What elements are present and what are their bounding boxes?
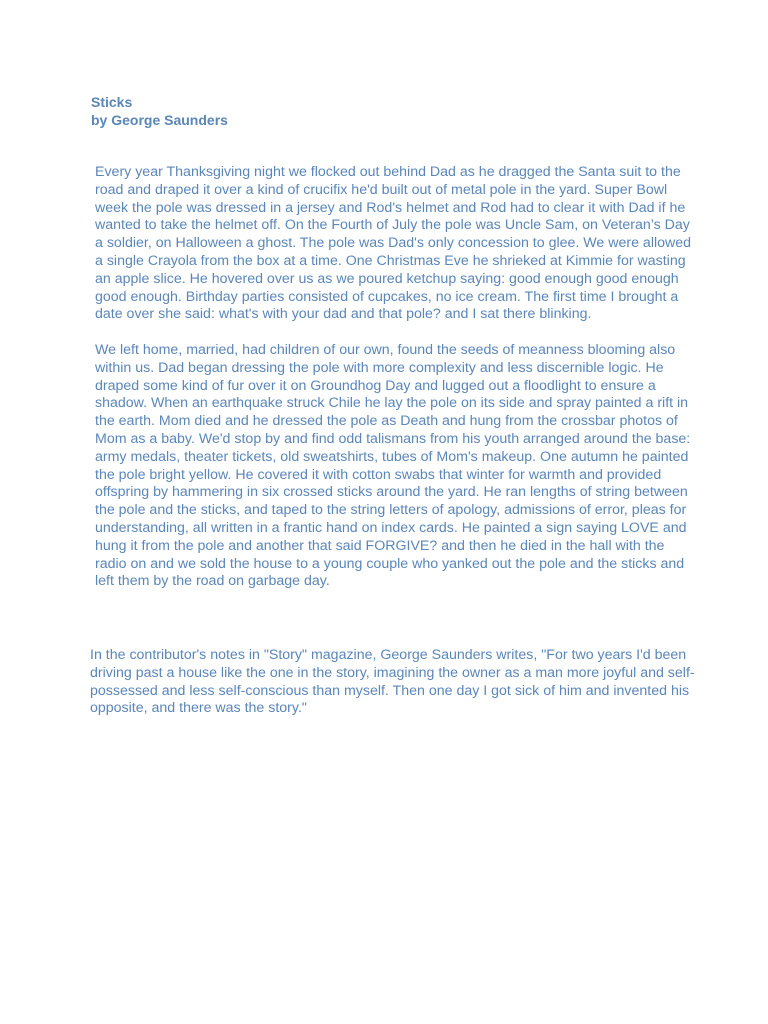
title-block — [91, 93, 228, 129]
document-byline: by George Saunders — [91, 112, 228, 128]
story-paragraph: Every year Thanksgiving night we flocked out behind Dad as he dragged the Santa suit to the road and draped it over a kind of crucifix he'd built out of metal pole in the yard. Super Bowl week the pole was dressed in a jersey and Rod's helmet and Rod had to clear it with Dad if he wanted to take the helmet off. On the Fourth of July the pole was Uncle Sam, on Veteran’s Day a soldier, on Halloween a ghost. The pole was Dad's only concession to glee. We were allowed a single Crayola from the box at a time. One Christmas Eve he shrieked at Kimmie for wasting an apple slice. He hovered over us as we poured ketchup saying: good enough good enough good enough. Birthday parties consisted of cupcakes, no ice cream. The first time I brought a date over she said: what's with your dad and that pole? and I sat there blinking. — [95, 164, 692, 323]
contributor-note — [90, 647, 700, 718]
story-body — [95, 164, 695, 609]
contributor-note-text: In the contributor's notes in "Story" magazine, George Saunders writes, "For two years I'd been driving past a house like the one in the story, imagining the owner as a man more joyful and self-possessed and less self-conscious than myself. Then one day I got sick of him and invented his opposite, and there was the story." — [90, 647, 695, 717]
story-paragraph: We left home, married, had children of our own, found the seeds of meanness blooming also within us. Dad began dressing the pole with more complexity and less discernible logic. He draped some kind of fur over it on Groundhog Day and lugged out a floodlight to ensure a shadow. When an earthquake struck Chile he lay the pole on its side and spray painted a rift in the earth. Mom died and he dressed the pole as Death and hung from the crossbar photos of Mom as a baby. We'd stop by and find odd talismans from his youth arranged around the base: army medals, theater tickets, old sweatshirts, tubes of Mom's makeup. One autumn he painted the pole bright yellow. He covered it with cotton swabs that winter for warmth and provided offspring by hammering in six crossed sticks around the yard. He ran lengths of string between the pole and the sticks, and taped to the string letters of apology, admissions of error, pleas for understanding, all written in a frantic hand on index cards. He painted a sign saying LOVE and hung it from the pole and another that said FORGIVE? and then he died in the hall with the radio on and we sold the house to a young couple who yanked out the pole and the sticks and left them by the road on garbage day. — [95, 341, 691, 590]
document-title: Sticks — [91, 94, 133, 110]
